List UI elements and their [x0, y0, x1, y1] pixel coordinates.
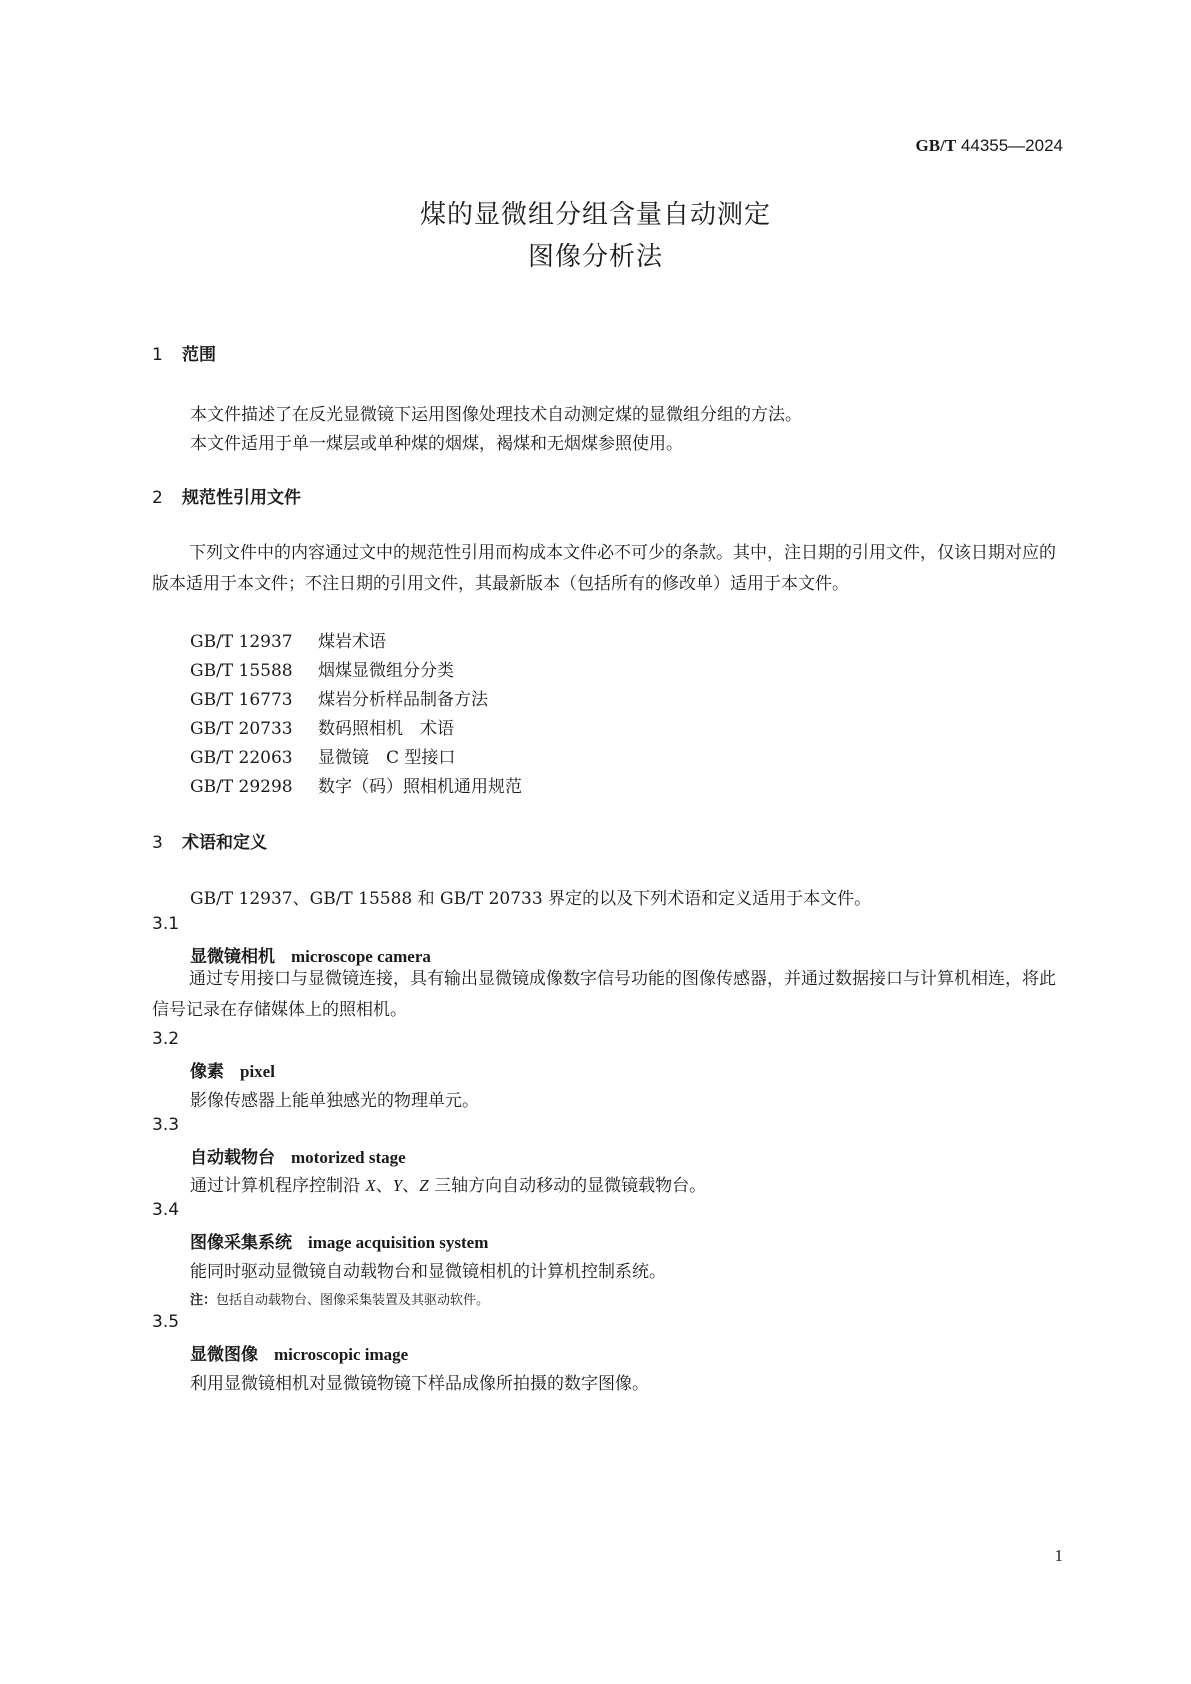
normative-references-intro: 下列文件中的内容通过文中的规范性引用而构成本文件必不可少的条款。其中，注日期的引用文件，仅该日期对应的版本适用于本文件；不注日期的引用文件，其最新版本（包括所有的修改单）适用于本文件。	[152, 543, 1056, 594]
section-label: 术语和定义	[182, 833, 267, 853]
term-definition: 影像传感器上能单独感光的物理单元。	[190, 1091, 479, 1111]
document-title-line2: 图像分析法	[527, 242, 663, 272]
section-label: 范围	[182, 345, 216, 365]
scope-paragraph-2: 本文件适用于单一煤层或单种煤的烟煤，褐煤和无烟煤参照使用。	[190, 434, 683, 454]
section-1-heading	[152, 340, 216, 365]
axis-z: Z	[419, 1176, 429, 1195]
definition-text: 三轴方向自动移动的显微镜载物台。	[428, 1176, 707, 1196]
term-name-zh: 自动载物台	[190, 1148, 275, 1168]
reference-item	[190, 656, 454, 681]
term-number: 3.4	[152, 1200, 180, 1220]
reference-title: 数码照相机 术语	[318, 719, 454, 739]
term-name-zh: 显微图像	[190, 1345, 258, 1365]
standard-code: 44355—2024	[960, 136, 1063, 155]
scope-paragraph-1: 本文件描述了在反光显微镜下运用图像处理技术自动测定煤的显微组分组的方法。	[190, 405, 802, 425]
term-definition: 利用显微镜相机对显微镜物镜下样品成像所拍摄的数字图像。	[190, 1374, 649, 1394]
term-note	[190, 1289, 489, 1308]
reference-item	[190, 772, 522, 797]
reference-item	[190, 743, 455, 768]
term-number: 3.3	[152, 1115, 180, 1135]
separator: 、	[402, 1176, 420, 1196]
terms-intro: GB/T 12937、GB/T 15588 和 GB/T 20733 界定的以及下列术语和定义适用于本文件。	[190, 889, 872, 909]
term-name	[190, 1228, 488, 1253]
term-name-en: pixel	[240, 1062, 275, 1081]
axis-x: X	[365, 1176, 376, 1195]
term-number: 3.5	[152, 1312, 180, 1332]
reference-code: GB/T 29298	[190, 777, 293, 797]
document-title-line1: 煤的显微组分组含量自动测定	[419, 200, 771, 230]
section-number: 1	[152, 345, 163, 365]
term-name	[190, 1340, 408, 1365]
term-name-en: image acquisition system	[308, 1233, 489, 1252]
separator: 、	[375, 1176, 393, 1196]
section-number: 2	[152, 488, 163, 508]
term-name-en: microscopic image	[274, 1345, 409, 1364]
reference-code: GB/T 20733	[190, 719, 293, 739]
term-name-zh: 像素	[190, 1062, 224, 1082]
note-label: 注：	[190, 1293, 217, 1308]
term-number: 3.1	[152, 914, 180, 934]
term-number: 3.2	[152, 1029, 180, 1049]
reference-title: 烟煤显微组分分类	[318, 661, 454, 681]
note-text: 包括自动载物台、图像采集装置及其驱动软件。	[216, 1293, 490, 1308]
term-definition	[190, 1171, 706, 1196]
reference-title: 煤岩分析样品制备方法	[318, 690, 488, 710]
definition-text: 通过计算机程序控制沿	[190, 1176, 366, 1196]
reference-title: 显微镜 C 型接口	[318, 748, 456, 768]
term-name	[190, 1143, 406, 1168]
section-label: 规范性引用文件	[182, 488, 301, 508]
reference-code: GB/T 15588	[190, 661, 293, 681]
term-name-zh: 图像采集系统	[190, 1233, 292, 1253]
section-2-heading	[152, 483, 301, 508]
standard-number	[916, 136, 1063, 156]
section-3-heading	[152, 828, 267, 853]
term-definition: 通过专用接口与显微镜连接，具有输出显微镜成像数字信号功能的图像传感器，并通过数据接口与计算机相连，将此信号记录在存储媒体上的照相机。	[152, 969, 1056, 1020]
reference-item	[190, 685, 488, 710]
reference-item	[190, 627, 386, 652]
term-name-en: motorized stage	[291, 1148, 406, 1167]
reference-code: GB/T 22063	[190, 748, 293, 768]
term-name-zh: 显微镜相机	[190, 947, 275, 967]
reference-code: GB/T 16773	[190, 690, 293, 710]
section-number: 3	[152, 833, 163, 853]
reference-code: GB/T 12937	[190, 632, 293, 652]
reference-title: 煤岩术语	[318, 632, 386, 652]
axis-y: Y	[392, 1176, 403, 1195]
term-name	[190, 1057, 275, 1082]
term-name-en: microscope camera	[291, 947, 431, 966]
standard-prefix: GB/T	[915, 136, 957, 155]
page-number: 1	[1054, 1546, 1063, 1565]
reference-item	[190, 714, 454, 739]
term-definition: 能同时驱动显微镜自动载物台和显微镜相机的计算机控制系统。	[190, 1262, 666, 1282]
reference-title: 数字（码）照相机通用规范	[318, 777, 522, 797]
